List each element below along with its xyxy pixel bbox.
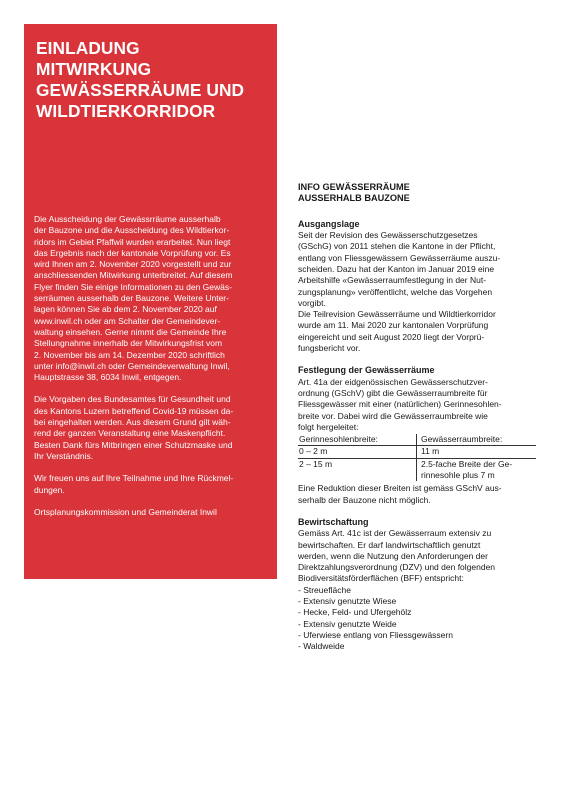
table-cell-line: rinnesohle plus 7 m	[421, 470, 495, 481]
table-cell: 2 – 15 m	[298, 458, 417, 481]
text-line: Flyer finden Sie einige Informationen zu den Gewäs-	[34, 281, 232, 292]
text-line: Eine Reduktion dieser Breiten ist gemäss GSchV aus-	[298, 483, 502, 494]
text-line: Fliessgewässer mit einer (natürlichen) Gerinnesohlen-	[298, 399, 502, 410]
invitation-paragraph	[34, 394, 267, 462]
info-title-line: INFO GEWÄSSERRÄUME	[298, 182, 410, 192]
text-line: wird Ihnen am 2. November 2020 vorgestellt und zur	[34, 259, 232, 270]
text-line: scheiden. Dazu hat der Kanton im Januar 2019 eine	[298, 264, 495, 274]
list-item: - Extensiv genutzte Wiese	[298, 596, 397, 607]
text-line: 2. November bis am 14. Dezember 2020 schriftlich	[34, 349, 225, 360]
section-heading-festlegung: Festlegung der Gewässerräume	[298, 365, 435, 376]
list-item: - Streuefläche	[298, 584, 351, 595]
text-line: Die Ausscheidung der Gewässrräume ausserhalb	[34, 214, 221, 224]
section-heading-ausgangslage: Ausgangslage	[298, 218, 360, 229]
text-line: serhalb der Bauzone nicht möglich.	[298, 494, 431, 505]
info-title-line: AUSSERHALB BAUZONE	[298, 193, 410, 204]
table-row	[298, 446, 536, 458]
text-line: folgt hergeleitet:	[298, 421, 359, 432]
text-line: Stellungnahme innerhalb der Mitwirkungsfrist vom	[34, 338, 223, 349]
red-panel	[24, 24, 277, 579]
list-item: - Extensiv genutzte Weide	[298, 618, 397, 629]
text-line: lagen können Sie ab dem 2. November 2020 auf	[34, 304, 217, 315]
text-line: www.inwil.ch oder am Schalter der Gemeindever-	[34, 315, 221, 326]
text-line: Die Teilrevision Gewässerräume und Wildtierkorridor	[298, 309, 496, 320]
table-header-row	[298, 434, 536, 446]
text-line: fungsbericht vor.	[298, 343, 361, 354]
text-line: bei eingehalten werden. Aus diesem Grund gilt wäh-	[34, 417, 231, 428]
text-line: Biodiversitätsförderflächen (BFF) entspricht:	[298, 573, 464, 584]
text-line: unter info@inwil.ch oder Gemeindeverwaltung Inwil,	[34, 360, 230, 371]
table-cell: 0 – 2 m	[298, 446, 417, 458]
text-line: des Kantons Luzern betreffend Covid-19 müssen da-	[34, 405, 234, 416]
text-line: wurde am 11. Mai 2020 zur kantonalen Vorprüfung	[298, 320, 489, 331]
text-line: Ortsplanungskommission und Gemeinderat Inwil	[34, 506, 217, 517]
bff-list	[298, 585, 540, 653]
info-title	[298, 182, 540, 205]
list-item: - Waldweide	[298, 641, 345, 652]
list-item: - Hecke, Feld- und Ufergehölz	[298, 607, 412, 618]
info-column	[298, 182, 540, 653]
paragraph-teilrevision	[298, 309, 540, 354]
text-line: Direktzahlungsverordnung (DZV) und den folgenden	[298, 562, 496, 573]
width-table	[298, 434, 536, 481]
text-line: vorgibt.	[298, 297, 326, 308]
text-line: Die Vorgaben des Bundesamtes für Gesundheit und	[34, 394, 231, 405]
paragraph-ausgangslage	[298, 230, 540, 309]
text-line: Gemäss Art. 41c ist der Gewässerraum extensiv zu	[298, 528, 492, 539]
title-line: WILDTIERKORRIDOR	[36, 101, 216, 121]
list-item: - Uferwiese entlang von Fliessgewässern	[298, 629, 453, 640]
text-line: bewirtschaften. Er darf landwirtschaftlich genutzt	[298, 539, 481, 550]
section-heading-bewirtschaftung: Bewirtschaftung	[298, 516, 369, 527]
text-line: Art. 41a der eidgenössischen Gewässerschutzver-	[298, 376, 488, 387]
table-cell-line: 2.5-fache Breite der Ge-	[421, 458, 513, 469]
text-line: entlang von Fliessgewässern Gewässerräume auszu-	[298, 252, 501, 263]
text-line: Seit der Revision des Gewässerschutzgesetzes	[298, 230, 478, 241]
text-line: dungen.	[34, 484, 65, 495]
text-line: Besten Dank fürs Mitbringen einer Schutzmaske und	[34, 439, 233, 450]
text-line: Hauptstrasse 38, 6034 Inwil, entgegen.	[34, 372, 182, 383]
text-line: der Bauzone und die Ausscheidung des Wildtierkor-	[34, 225, 230, 236]
text-line: werden, wenn die Nutzung den Anforderungen der	[298, 550, 488, 561]
table-header: Gerinnesohlenbreite:	[298, 434, 417, 446]
text-line: rend der ganzen Veranstaltung eine Maskenpflicht.	[34, 428, 226, 439]
invitation-paragraph	[34, 473, 267, 496]
text-line: eingereicht und seit August 2020 liegt der Vorprü-	[298, 331, 485, 342]
table-row	[298, 458, 536, 481]
text-line: breite vor. Dabei wird die Gewässerraumbreite wie	[298, 410, 488, 421]
title-line: EINLADUNG	[36, 38, 140, 58]
invitation-title	[36, 38, 265, 122]
title-line: GEWÄSSERRÄUME UND	[36, 80, 245, 100]
text-line: zungsplanung» veröffentlicht, welche das Vorgehen	[298, 286, 493, 297]
paragraph-reduktion	[298, 483, 540, 506]
paragraph-festlegung	[298, 377, 540, 433]
text-line: ridors im Gebiet Pfaffwil wurden erarbeitet. Nun liegt	[34, 236, 231, 247]
title-line: MITWIRKUNG	[36, 59, 152, 79]
table-cell	[417, 458, 537, 481]
text-line: (GSchG) von 2011 stehen die Kantone in der Pflicht,	[298, 241, 496, 252]
invitation-paragraph	[34, 507, 267, 518]
table-cell: 11 m	[417, 446, 537, 458]
paragraph-bewirtschaftung	[298, 528, 540, 584]
text-line: serräumen ausserhalb der Bauzone. Weitere Unter-	[34, 293, 229, 304]
text-line: anschliessenden Mitwirkung unterbreitet. Auf diesem	[34, 270, 233, 281]
text-line: Arbeitshilfe «Gewässerraumfestlegung in der Nut-	[298, 275, 487, 286]
text-line: Wir freuen uns auf Ihre Teilnahme und Ihre Rückmel-	[34, 473, 234, 484]
text-line: ordnung (GSchV) gibt die Gewässerraumbreite für	[298, 387, 488, 398]
text-line: das Ergebnis nach der kantonale Vorprüfung vor. Es	[34, 247, 231, 258]
text-line: Ihr Verständnis.	[34, 450, 94, 461]
text-line: waltung einsehen. Gerne nimmt die Gemeinde Ihre	[34, 326, 227, 337]
invitation-text	[34, 214, 267, 529]
table-header: Gewässerraumbreite:	[417, 434, 537, 446]
invitation-paragraph	[34, 214, 267, 383]
